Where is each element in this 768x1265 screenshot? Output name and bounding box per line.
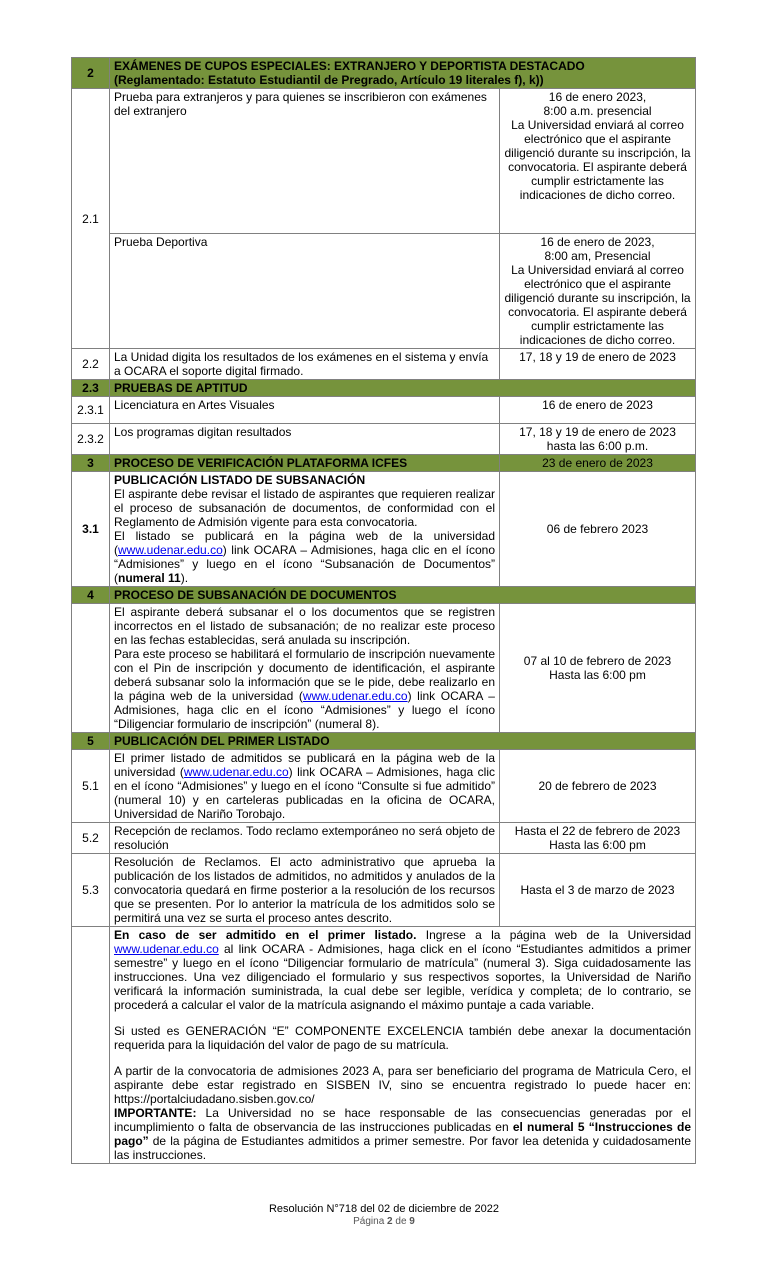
row-number: 5.2 (72, 823, 110, 854)
row-date: 16 de enero 2023, 8:00 a.m. presencial La Universidad enviará al correo electrónico que el aspirante diligenció durante su inscripción, la convocatoria. El aspirante deberá cumplir estrictamente las indicaciones de dicho correo. (500, 89, 696, 234)
row-description: El aspirante deberá subsanar el o los documentos que se registren incorrectos en el listado de subsanación; de no realizar este proceso en las fechas establecidas, será anulada su inscripción. Para este proceso se habilitará el formulario de inscripción nuevamente con el Pin de inscripción y documento de identificación, el aspirante deberá subsanar solo la información que se le pide, debe realizarlo en la página web de la universidad (www.udenar.edu.co) link OCARA – Admisiones, haga clic en el ícono “Admisiones” y luego el ícono “Diligenciar formulario de inscripción” (numeral 8). (110, 604, 500, 733)
udenar-link[interactable]: www.udenar.edu.co (183, 765, 289, 779)
row-number: 5 (72, 733, 110, 750)
row-date: 20 de febrero de 2023 (500, 750, 696, 823)
admission-instructions: En caso de ser admitido en el primer listado. Ingrese a la página web de la Universidad www.udenar.edu.co al link OCARA - Admisiones, haga click en el ícono “Estudiantes admitidos a primer semestre” y luego en el ícono “Diligenciar formulario de matrícula” (numeral 3). Siga cuidadosamente las instrucciones. Una vez diligenciado el formulario y sus respectivos soportes, la Universidad de Nariño verificará la información suministrada, la cual debe ser legible, verídica y completa; de lo contrario, se procederá a calcular el valor de la matrícula asignando el máximo puntaje a cada variable. Si usted es GENERACIÓN “E” COMPONENTE EXCELENCIA también debe anexar la documentación requerida para la liquidación del valor de pago de su matrícula. A partir de la convocatoria de admisiones 2023 A, para ser beneficiario del programa de Matricula Cero, el aspirante debe estar registrado en SISBEN IV, sino se encuentra registrado lo puede hacer en: https://portalciudadano.sisben.gov.co/ IMPORTANTE: La Universidad no se hace responsable de las consecuencias generadas por el incumplimiento o falta de observancia de las instrucciones publicadas en el numeral 5 “Instrucciones de pago” de la página de Estudiantes admitidos a primer semestre. Por favor lea detenida y cuidadosamente las instrucciones. (110, 927, 696, 1164)
udenar-link[interactable]: www.udenar.edu.co (114, 942, 219, 956)
row-date: 06 de febrero 2023 (500, 472, 696, 587)
row-date: 17, 18 y 19 de enero de 2023 hasta las 6:00 p.m. (500, 424, 696, 455)
row-number: 2.3 (72, 380, 110, 397)
row-description: Licenciatura en Artes Visuales (110, 397, 500, 424)
section-title: PROCESO DE VERIFICACIÓN PLATAFORMA ICFES (110, 455, 500, 472)
table-row-2-3-2 (72, 424, 696, 455)
section-title: PROCESO DE SUBSANACIÓN DE DOCUMENTOS (110, 587, 696, 604)
section-title: PUBLICACIÓN DEL PRIMER LISTADO (110, 733, 696, 750)
row-date: 23 de enero de 2023 (500, 455, 696, 472)
footer-page-number: Página 2 de 9 (353, 1216, 415, 1227)
udenar-link[interactable]: www.udenar.edu.co (118, 543, 223, 557)
row-number: 2.3.1 (72, 397, 110, 424)
row-description: Prueba Deportiva (110, 234, 500, 349)
schedule-table (71, 57, 696, 1164)
section-row-2-3 (72, 380, 696, 397)
table-row-2-2 (72, 349, 696, 380)
row-description: La Unidad digita los resultados de los exámenes en el sistema y envía a OCARA el soporte digital firmado. (110, 349, 500, 380)
row-date: 16 de enero de 2023, 8:00 am, Presencial La Universidad enviará al correo electrónico que el aspirante diligenció durante su inscripción, la convocatoria. El aspirante deberá cumplir estrictamente las indicaciones de dicho correo. (500, 234, 696, 349)
table-row-2-1a (72, 89, 696, 234)
section-row-5 (72, 733, 696, 750)
table-row-5-3 (72, 854, 696, 927)
row-number: 5.1 (72, 750, 110, 823)
table-row-5-2 (72, 823, 696, 854)
section-row-3 (72, 455, 696, 472)
section-title: PRUEBAS DE APTITUD (110, 380, 696, 397)
row-date: Hasta el 3 de marzo de 2023 (500, 854, 696, 927)
row-description: El primer listado de admitidos se publicará en la página web de la universidad (www.udenar.edu.co) link OCARA – Admisiones, haga clic en el ícono “Admisiones” y luego en el ícono “Consulte si fue admitido” (numeral 10) y en carteleras publicadas en la oficina de OCARA, Universidad de Nariño Torobajo. (110, 750, 500, 823)
table-row-3-1 (72, 472, 696, 587)
footer-resolution: Resolución N°718 del 02 de diciembre de 2022 (268, 1203, 500, 1215)
table-row-4-body (72, 604, 696, 733)
row-description: Resolución de Reclamos. El acto administrativo que aprueba la publicación de los listados de admitidos, no admitidos y anulados de la convocatoria quedará en firme posterior a la resolución de los recursos que se presenten. Por lo anterior la matrícula de los admitidos solo se permitirá una vez se surta el proceso antes descrito. (110, 854, 500, 927)
row-date: 16 de enero de 2023 (500, 397, 696, 424)
row-description: Prueba para extranjeros y para quienes se inscribieron con exámenes del extranjero (110, 89, 500, 234)
row-number: 2.3.2 (72, 424, 110, 455)
row-number: 3 (72, 455, 110, 472)
table-row-5-1 (72, 750, 696, 823)
subsection-title: PUBLICACIÓN LISTADO DE SUBSANACIÓN (114, 473, 366, 487)
row-description: Recepción de reclamos. Todo reclamo extemporáneo no será objeto de resolución (110, 823, 500, 854)
table-row-info (72, 927, 696, 1164)
row-number: 4 (72, 587, 110, 604)
row-date: 07 al 10 de febrero de 2023 Hasta las 6:00 pm (500, 604, 696, 733)
udenar-link[interactable]: www.udenar.edu.co (302, 689, 408, 703)
row-description: PUBLICACIÓN LISTADO DE SUBSANACIÓN El aspirante debe revisar el listado de aspirantes que requieren realizar el proceso de subsanación de documentos, de conformidad con el Reglamento de Admisión vigente para esta convocatoria. El listado se publicará en la página web de la universidad (www.udenar.edu.co) link OCARA – Admisiones, haga clic en el ícono “Admisiones” y luego en el ícono “Subsanación de Documentos” (numeral 11). (110, 472, 500, 587)
row-number: 3.1 (72, 472, 110, 587)
row-number: 2 (72, 58, 110, 89)
row-date: 17, 18 y 19 de enero de 2023 (500, 349, 696, 380)
table-row-2-1b (72, 234, 696, 349)
section-row-4 (72, 587, 696, 604)
row-number: 5.3 (72, 854, 110, 927)
row-description: Los programas digitan resultados (110, 424, 500, 455)
row-number: 2.2 (72, 349, 110, 380)
section-row-2 (72, 58, 696, 89)
row-number: 2.1 (72, 89, 110, 349)
section-title: EXÁMENES DE CUPOS ESPECIALES: EXTRANJERO Y DEPORTISTA DESTACADO (Reglamentado: Estatuto Estudiantil de Pregrado, Artículo 19 literales f), k)) (110, 58, 696, 89)
row-date: Hasta el 22 de febrero de 2023 Hasta las 6:00 pm (500, 823, 696, 854)
table-row-2-3-1 (72, 397, 696, 424)
